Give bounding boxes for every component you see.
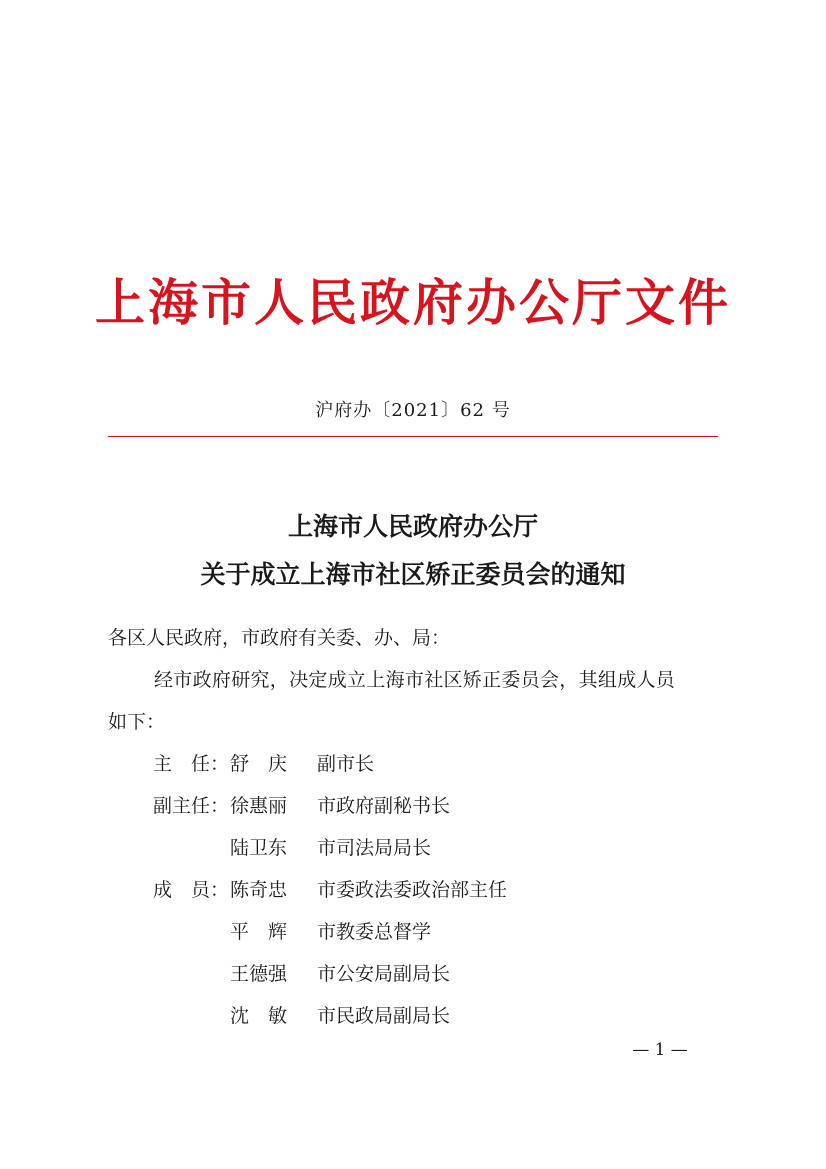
roster-post: 市委政法委政治部主任: [317, 879, 508, 901]
roster-name: 徐惠丽: [230, 795, 288, 817]
roster-post: 市司法局局长: [317, 837, 432, 859]
roster-post: 市教委总督学: [317, 921, 432, 943]
roster-name: 陆卫东: [230, 837, 288, 859]
red-separator-line: [108, 436, 718, 437]
roster-name: 舒 庆: [230, 753, 288, 775]
notice-title-line-1: 上海市人民政府办公厅: [287, 512, 538, 541]
roster-post: 副市长: [317, 753, 375, 775]
document-number: 沪府办〔2021〕62 号: [315, 400, 511, 421]
roster-post: 市政府副秘书长: [317, 795, 451, 817]
roster-role: 主 任：: [153, 753, 230, 775]
roster-role: 副主任：: [153, 795, 230, 817]
salutation: 各区人民政府，市政府有关委、办、局：: [108, 627, 451, 649]
roster-name: 王德强: [230, 963, 288, 985]
roster-post: 市民政局副局长: [317, 1005, 451, 1027]
page-number: — 1 —: [632, 1040, 688, 1060]
body-paragraph-line-2: 如下：: [108, 711, 166, 733]
notice-title-line-2: 关于成立上海市社区矫正委员会的通知: [200, 560, 626, 589]
roster-name: 陈奇忠: [230, 879, 288, 901]
notice-title: [0, 503, 826, 599]
masthead-title: 上海市人民政府办公厅文件: [95, 273, 731, 332]
roster-name: 沈 敏: [230, 1005, 288, 1027]
body-paragraph-line-1: 经市政府研究，决定成立上海市社区矫正委员会，其组成人员: [154, 669, 676, 691]
roster-post: 市公安局副局长: [317, 963, 451, 985]
roster-name: 平 辉: [230, 921, 288, 943]
roster-role: 成 员：: [153, 879, 230, 901]
